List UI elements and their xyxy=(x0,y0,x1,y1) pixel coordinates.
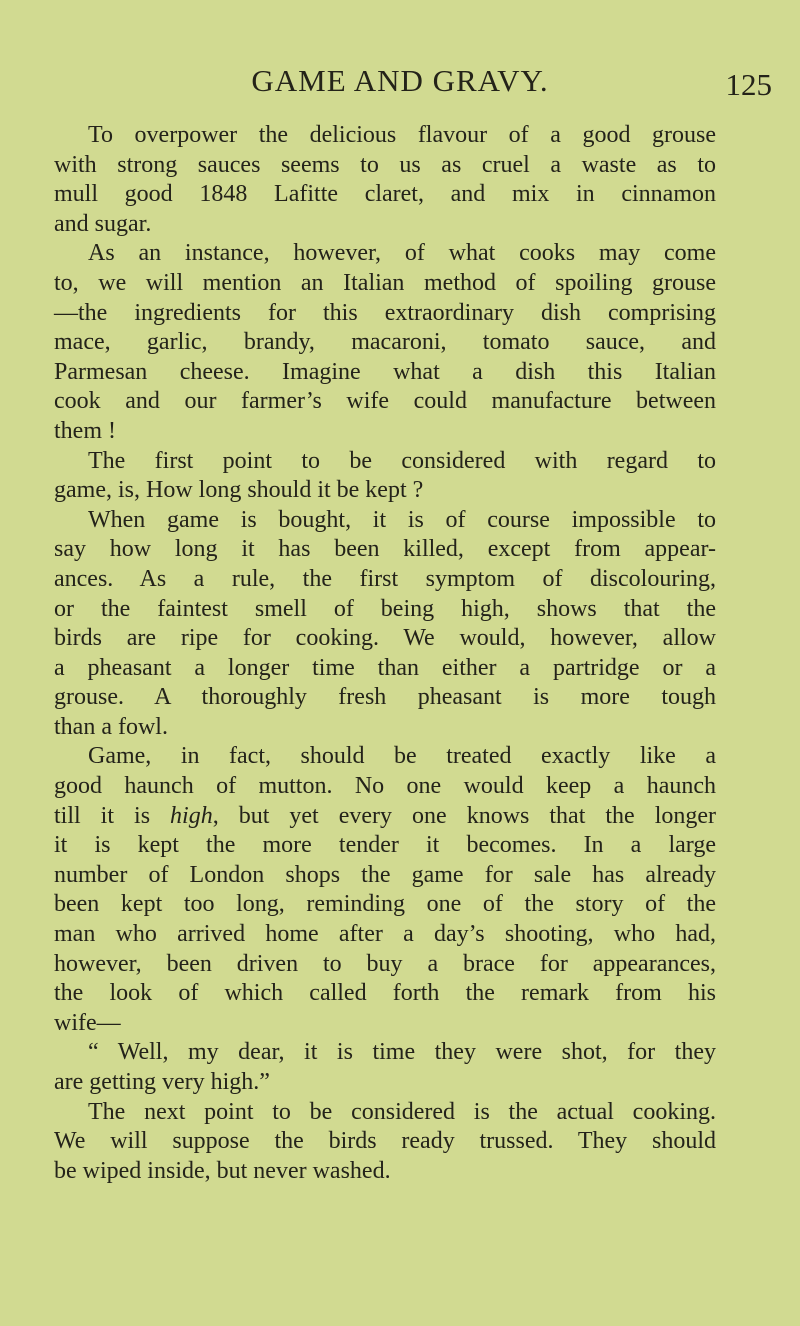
text-line: than a fowl. xyxy=(54,713,168,740)
text-line: or the faintest smell of being high, shows that the xyxy=(54,595,716,622)
text-line: are getting very high.” xyxy=(54,1069,270,1095)
running-head: GAME AND GRAVY. xyxy=(251,63,549,98)
page-header xyxy=(0,55,800,103)
text-line: wife— xyxy=(54,1009,121,1036)
text-line: number of London shops the game for sale has already xyxy=(54,861,716,888)
text-line: it is kept the more tender it becomes. In a large xyxy=(54,832,716,859)
text-line: say how long it has been killed, except from appear- xyxy=(54,536,716,563)
text-line: game, is, How long should it be kept ? xyxy=(54,477,424,504)
page-number: 125 xyxy=(725,67,772,102)
text-line: been kept too long, reminding one of the story of the xyxy=(54,891,716,918)
text-line: grouse. A thoroughly fresh pheasant is more tough xyxy=(54,684,716,711)
text-line: however, been driven to buy a brace for appearances, xyxy=(54,950,716,977)
text-line: to, we will mention an Italian method of spoiling grouse xyxy=(54,269,716,296)
text-line: a pheasant a longer time than either a partridge or a xyxy=(54,654,716,681)
text-line: with strong sauces seems to us as cruel a waste as to xyxy=(54,151,716,178)
text-line: till it is high, but yet every one knows that the longer xyxy=(54,802,717,829)
text-line: “ Well, my dear, it is time they were shot, for they xyxy=(88,1039,716,1066)
text-line: cook and our farmer’s wife could manufacture between xyxy=(54,388,716,415)
text-line: Game, in fact, should be treated exactly like a xyxy=(88,743,716,770)
text-line: them ! xyxy=(54,417,116,444)
text-line: When game is bought, it is of course impossible to xyxy=(88,506,716,533)
text-line: The first point to be considered with regard to xyxy=(88,447,716,474)
body-text xyxy=(54,121,716,1186)
text-line: be wiped inside, but never washed. xyxy=(54,1157,391,1184)
text-line: Parmesan cheese. Imagine what a dish this Italian xyxy=(54,358,716,385)
text-line: birds are ripe for cooking. We would, however, allow xyxy=(54,625,716,652)
text-line: man who arrived home after a day’s shooting, who had, xyxy=(54,921,716,948)
text-line: To overpower the delicious flavour of a good grouse xyxy=(88,122,716,148)
text-line: mull good 1848 Lafitte claret, and mix in cinnamon xyxy=(54,181,716,208)
text-line: The next point to be considered is the actual cooking. xyxy=(88,1098,716,1125)
text-line: mace, garlic, brandy, macaroni, tomato sauce, and xyxy=(54,329,716,356)
text-line: We will suppose the birds ready trussed. They should xyxy=(54,1128,716,1155)
text-line: As an instance, however, of what cooks may come xyxy=(88,240,716,267)
text-line: and sugar. xyxy=(54,210,152,237)
text-line: good haunch of mutton. No one would keep a haunch xyxy=(54,773,716,800)
text-line: ances. As a rule, the first symptom of discolouring, xyxy=(54,565,716,592)
text-line: —the ingredients for this extraordinary dish comprising xyxy=(54,299,716,326)
text-line: the look of which called forth the remark from his xyxy=(54,980,716,1007)
